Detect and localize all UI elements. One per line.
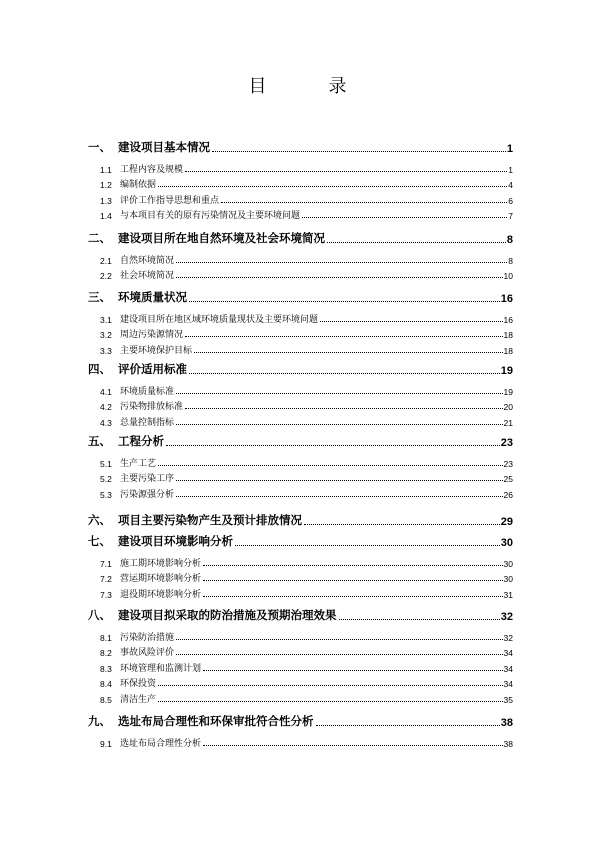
toc-section-title: 建设项目基本情况 — [118, 140, 210, 154]
toc-dot-leader — [235, 545, 500, 546]
toc-subsection-number: 7.3 — [100, 589, 112, 600]
toc-subsection-title: 环境质量标准 — [120, 387, 175, 397]
toc-subsection-page: 4 — [508, 180, 513, 191]
toc-dot-leader — [176, 496, 503, 497]
toc-subsection-title: 污染防治措施 — [120, 633, 175, 643]
toc-subsection-title: 建设项目所在地区域环境质量现状及主要环境问题 — [120, 315, 319, 325]
toc-dot-leader — [185, 408, 503, 409]
toc-subsection-entry[interactable] — [88, 400, 513, 412]
toc-subsection-entry[interactable] — [88, 254, 513, 266]
toc-subsection-title: 营运期环境影响分析 — [120, 574, 202, 585]
toc-subsection-title: 污染源强分析 — [120, 489, 175, 500]
toc-subsection-number: 8.4 — [100, 679, 112, 690]
toc-dot-leader — [339, 619, 500, 620]
toc-dot-leader — [194, 352, 503, 353]
toc-section-number: 五、 — [88, 434, 111, 448]
toc-section-page: 16 — [500, 293, 513, 305]
toc-subsection-number: 4.3 — [100, 417, 112, 428]
toc-section-title: 建设项目所在地自然环境及社会环境简况 — [118, 231, 325, 245]
toc-subsection-entry[interactable] — [88, 631, 513, 643]
toc-section-page: 38 — [500, 717, 513, 729]
toc-subsection-page: 34 — [503, 648, 513, 659]
toc-dot-leader — [189, 301, 500, 302]
toc-section-entry[interactable] — [88, 713, 513, 729]
toc-subsection-page: 20 — [503, 402, 513, 413]
toc-subsection-title: 环保投资 — [120, 679, 157, 690]
toc-subsection-title: 清洁生产 — [120, 694, 157, 705]
toc-subsection-title: 编制依据 — [120, 180, 157, 191]
toc-subsection-page: 23 — [503, 459, 513, 469]
toc-subsection-title: 工程内容及规模 — [120, 165, 184, 175]
toc-section-entry[interactable] — [88, 230, 513, 246]
toc-dot-leader — [203, 580, 503, 581]
toc-section-entry[interactable] — [88, 533, 513, 549]
toc-subsection-number: 8.1 — [100, 633, 112, 643]
toc-section-title: 评价适用标准 — [118, 362, 187, 376]
toc-subsection-entry[interactable] — [88, 313, 513, 325]
toc-dot-leader — [166, 445, 500, 446]
toc-dot-leader — [316, 725, 500, 726]
toc-subsection-title: 事故风险评价 — [120, 648, 175, 659]
toc-dot-leader — [185, 171, 507, 172]
toc-section-entry[interactable] — [88, 607, 513, 623]
toc-subsection-entry[interactable] — [88, 269, 513, 281]
toc-section-number: 四、 — [88, 362, 111, 376]
toc-subsection-page: 16 — [503, 315, 513, 325]
toc-subsection-page: 30 — [503, 559, 513, 569]
toc-dot-leader — [158, 685, 503, 686]
toc-dot-leader — [176, 424, 503, 425]
toc-dot-leader — [203, 596, 503, 597]
toc-dot-leader — [320, 321, 503, 322]
toc-subsection-page: 18 — [503, 345, 513, 356]
toc-subsection-title: 环境管理和监测计划 — [120, 663, 202, 674]
toc-section-number: 九、 — [88, 714, 111, 728]
toc-section-number: 八、 — [88, 608, 111, 622]
toc-section-title: 项目主要污染物产生及预计排放情况 — [118, 513, 302, 527]
toc-subsection-title: 生产工艺 — [120, 459, 157, 469]
toc-dot-leader — [304, 524, 500, 525]
toc-subsection-entry[interactable] — [88, 457, 513, 469]
toc-dot-leader — [203, 670, 503, 671]
toc-subsection-entry[interactable] — [88, 557, 513, 569]
toc-subsection-title: 污染物排放标准 — [120, 402, 184, 413]
toc-section-number: 二、 — [88, 231, 111, 245]
toc-subsection-entry[interactable] — [88, 416, 513, 428]
toc-dot-leader — [189, 373, 500, 374]
toc-subsection-entry[interactable] — [88, 488, 513, 500]
toc-section-entry[interactable] — [88, 139, 513, 155]
toc-dot-leader — [176, 480, 503, 481]
toc-section-page: 19 — [500, 365, 513, 377]
toc-subsection-page: 8 — [508, 256, 513, 266]
toc-subsection-entry[interactable] — [88, 472, 513, 484]
toc-dot-leader — [203, 565, 503, 566]
toc-subsection-page: 34 — [503, 663, 513, 674]
toc-subsection-number: 9.1 — [100, 739, 112, 749]
toc-section-title: 建设项目拟采取的防治措施及预期治理效果 — [118, 608, 337, 622]
toc-subsection-number: 1.4 — [100, 211, 112, 222]
toc-section-number: 七、 — [88, 534, 111, 548]
toc-subsection-title: 退役期环境影响分析 — [120, 589, 202, 600]
toc-subsection-page: 38 — [503, 739, 513, 749]
toc-subsection-number: 8.5 — [100, 694, 112, 705]
toc-subsection-number: 4.1 — [100, 387, 112, 397]
toc-dot-leader — [302, 217, 507, 218]
toc-subsection-page: 30 — [503, 574, 513, 585]
toc-dot-leader — [221, 202, 507, 203]
toc-subsection-title: 周边污染源情况 — [120, 330, 184, 341]
toc-subsection-number: 2.1 — [100, 256, 112, 266]
toc-section-entry[interactable] — [88, 289, 513, 305]
toc-subsection-entry[interactable] — [88, 178, 513, 190]
toc-subsection-title: 选址布局合理性分析 — [120, 739, 202, 749]
page-title: 目 录 — [248, 76, 369, 97]
toc-dot-leader — [327, 242, 506, 243]
toc-subsection-number: 8.2 — [100, 648, 112, 659]
toc-subsection-page: 19 — [503, 387, 513, 397]
toc-subsection-number: 1.2 — [100, 180, 112, 191]
toc-subsection-entry[interactable] — [88, 646, 513, 658]
toc-subsection-page: 26 — [503, 489, 513, 500]
toc-section-title: 选址布局合理性和环保审批符合性分析 — [118, 714, 314, 728]
toc-dot-leader — [158, 186, 507, 187]
toc-subsection-entry[interactable] — [88, 677, 513, 689]
toc-subsection-page: 10 — [503, 271, 513, 282]
toc-section-page: 30 — [500, 537, 513, 549]
toc-subsection-page: 7 — [508, 211, 513, 222]
toc-subsection-number: 3.2 — [100, 330, 112, 341]
toc-subsection-title: 主要污染工序 — [120, 474, 175, 485]
toc-subsection-number: 1.1 — [100, 165, 112, 175]
toc-subsection-title: 总量控制指标 — [120, 417, 175, 428]
toc-subsection-entry[interactable] — [88, 163, 513, 175]
toc-subsection-title: 施工期环境影响分析 — [120, 559, 202, 569]
toc-subsection-entry[interactable] — [88, 385, 513, 397]
toc-subsection-page: 6 — [508, 195, 513, 206]
toc-dot-leader — [203, 745, 503, 746]
toc-subsection-entry[interactable] — [88, 662, 513, 674]
toc-subsection-number: 8.3 — [100, 663, 112, 674]
toc-section-title: 建设项目环境影响分析 — [118, 534, 233, 548]
toc-subsection-page: 31 — [503, 589, 513, 600]
toc-subsection-title: 评价工作指导思想和重点 — [120, 195, 220, 206]
toc-subsection-entry[interactable] — [88, 572, 513, 584]
toc-subsection-page: 21 — [503, 417, 513, 428]
toc-subsection-entry[interactable] — [88, 588, 513, 600]
toc-dot-leader — [212, 151, 506, 152]
toc-dot-leader — [176, 654, 503, 655]
toc-subsection-page: 35 — [503, 694, 513, 705]
toc-subsection-entry[interactable] — [88, 737, 513, 749]
toc-subsection-title: 与本项目有关的原有污染情况及主要环境问题 — [120, 211, 301, 222]
toc-subsection-entry[interactable] — [88, 344, 513, 356]
toc-dot-leader — [176, 262, 507, 263]
toc-subsection-number: 2.2 — [100, 271, 112, 282]
toc-dot-leader — [176, 393, 503, 394]
toc-subsection-entry[interactable] — [88, 328, 513, 340]
toc-subsection-number: 4.2 — [100, 402, 112, 413]
toc-subsection-number: 1.3 — [100, 195, 112, 206]
toc-section-page: 23 — [500, 437, 513, 449]
toc-subsection-page: 32 — [503, 633, 513, 643]
table-of-contents — [88, 0, 513, 841]
toc-section-entry[interactable] — [88, 433, 513, 449]
toc-dot-leader — [158, 701, 503, 702]
toc-section-number: 一、 — [88, 140, 111, 154]
toc-subsection-title: 自然环境简况 — [120, 256, 175, 266]
toc-section-title: 工程分析 — [118, 434, 164, 448]
toc-dot-leader — [176, 277, 503, 278]
toc-subsection-title: 主要环境保护目标 — [120, 345, 193, 356]
toc-subsection-entry[interactable] — [88, 209, 513, 221]
toc-section-page: 29 — [500, 516, 513, 528]
toc-section-number: 三、 — [88, 290, 111, 304]
toc-subsection-entry[interactable] — [88, 194, 513, 206]
toc-subsection-entry[interactable] — [88, 693, 513, 705]
toc-subsection-title: 社会环境简况 — [120, 271, 175, 282]
toc-subsection-number: 3.1 — [100, 315, 112, 325]
toc-section-number: 六、 — [88, 513, 111, 527]
toc-section-entry[interactable] — [88, 361, 513, 377]
toc-section-page: 32 — [500, 611, 513, 623]
toc-dot-leader — [185, 336, 503, 337]
toc-section-page: 1 — [506, 143, 513, 155]
toc-subsection-page: 25 — [503, 474, 513, 485]
toc-dot-leader — [176, 639, 503, 640]
toc-section-page: 8 — [506, 234, 513, 246]
toc-section-entry[interactable] — [88, 512, 513, 528]
toc-subsection-number: 7.2 — [100, 574, 112, 585]
toc-dot-leader — [158, 465, 503, 466]
toc-subsection-number: 7.1 — [100, 559, 112, 569]
toc-subsection-page: 34 — [503, 679, 513, 690]
toc-subsection-number: 5.2 — [100, 474, 112, 485]
toc-subsection-number: 5.3 — [100, 489, 112, 500]
toc-subsection-number: 5.1 — [100, 459, 112, 469]
toc-section-title: 环境质量状况 — [118, 290, 187, 304]
toc-subsection-page: 18 — [503, 330, 513, 341]
toc-subsection-page: 1 — [508, 165, 513, 175]
toc-subsection-number: 3.3 — [100, 345, 112, 356]
